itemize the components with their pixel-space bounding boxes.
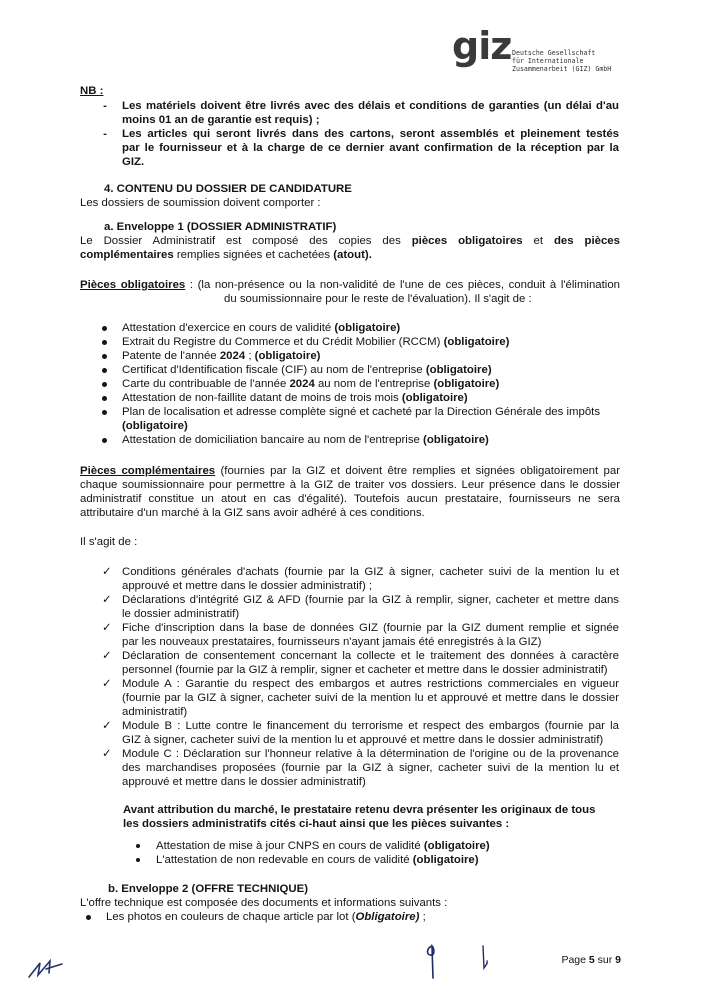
- list-item: Attestation de mise à jour CNPS en cours de validité (obligatoire): [136, 839, 616, 853]
- envelope-2-title: b. Enveloppe 2 (OFFRE TECHNIQUE): [108, 883, 308, 895]
- envelope-1-line-2: complémentaires remplies signées et cachetées (atout).: [80, 249, 372, 261]
- list-item: Certificat d'Identification fiscale (CIF) au nom de l'entreprise (obligatoire): [102, 363, 632, 377]
- envelope-2-intro: L'offre technique est composée des documents et informations suivants :: [80, 897, 448, 909]
- checkmark-icon: ✓: [102, 594, 112, 606]
- checkmark-icon: ✓: [102, 566, 112, 578]
- list-item: Plan de localisation et adresse complète signé et cacheté par la Direction Générale des impôts (obligatoire): [102, 405, 632, 433]
- list-item: ✓ Module C : Déclaration sur l'honneur relative à la détermination de l'origine ou de la provenance des marchandises proposées (fournie par la GIZ à signer, cacheter suivi de la mention lu et approuvé et mettre dans le dossier administratif): [102, 748, 619, 788]
- checkmark-icon: ✓: [102, 650, 112, 662]
- bullet-icon: [102, 368, 107, 373]
- list-item: Attestation de domiciliation bancaire au nom de l'entreprise (obligatoire): [102, 433, 632, 447]
- section-4-title: 4. CONTENU DU DOSSIER DE CANDIDATURE: [104, 183, 352, 195]
- bullet-icon: [136, 844, 140, 848]
- bullet-icon: [102, 410, 107, 415]
- list-item: L'attestation de non redevable en cours de validité (obligatoire): [136, 853, 616, 867]
- complementary-line-4: attributaire d'un marché à la GIZ sans avoir adhéré à ces conditions.: [80, 507, 425, 519]
- nb-label: NB :: [80, 85, 104, 97]
- bullet-icon: [102, 340, 107, 345]
- obligatory-intro-line-2: du soumissionnaire pour le reste de l'évaluation). Il s'agit de :: [224, 293, 532, 305]
- nb-item-1-line-2: moins 01 an de garantie est requis) ;: [122, 114, 320, 126]
- nb-item-1-line-1: Les matériels doivent être livrés avec des délais et conditions de garanties (un délai d'au: [122, 100, 619, 112]
- list-item: Attestation d'exercice en cours de validité (obligatoire): [102, 321, 632, 335]
- giz-logo: [452, 24, 612, 85]
- list-item: Attestation de non-faillite datant de moins de trois mois (obligatoire): [102, 391, 632, 405]
- list-item: ✓ Fiche d'inscription dans la base de données GIZ (fournie par la GIZ dument remplie et signée par les nouveaux prestataires, fournisseurs n'ayant jamais été enregistrés à la GIZ): [102, 622, 619, 648]
- bullet-icon: [102, 438, 107, 443]
- nb-item-2-line-3: GIZ.: [122, 156, 145, 168]
- bullet-icon: [136, 858, 140, 862]
- page-number: Page 5 sur 9: [561, 954, 621, 966]
- bullet-icon: [102, 354, 107, 359]
- checkmark-icon: ✓: [102, 720, 112, 732]
- nb-item-2-line-1: Les articles qui seront livrés dans des cartons, seront assemblés et pleinement testés: [122, 128, 619, 140]
- list-item: Carte du contribuable de l'année 2024 au nom de l'entreprise (obligatoire): [102, 377, 632, 391]
- envelope-1-title: a. Enveloppe 1 (DOSSIER ADMINISTRATIF): [104, 221, 337, 233]
- checkmark-icon: ✓: [102, 622, 112, 634]
- bullet-icon: [86, 915, 91, 920]
- before-award-list: [136, 839, 616, 867]
- list-item: ✓ Module A : Garantie du respect des embargos et autres restrictions commerciales en vigueur (fournie par la GIZ à signer, cacheter suivi de la mention lu et approuvé et mettre dans le dossier administratif): [102, 678, 619, 718]
- complementary-line-1: Pièces complémentaires (fournies par la GIZ et doivent être remplies et signées obligatoirement par: [80, 465, 620, 477]
- before-award-line-1: Avant attribution du marché, le prestataire retenu devra présenter les originaux de tous: [123, 804, 596, 816]
- complementary-list: [102, 565, 632, 789]
- envelope-1-line-1: Le Dossier Administratif est composé des copies des pièces obligatoires et des pièces: [80, 235, 620, 247]
- checkmark-icon: ✓: [102, 678, 112, 690]
- complementary-line-3: administratif constitue un atout en cas d'égalité). Toutefois aucun prestataire, fournisseurs ne sera: [80, 493, 620, 505]
- bullet-icon: [102, 326, 107, 331]
- list-item: Les photos en couleurs de chaque article par lot (Obligatoire) ;: [86, 910, 626, 924]
- list-item: ✓ Module B : Lutte contre le financement du terrorisme et respect des embargos (fournie par la GIZ à signer, cacheter suivi de la mention lu et approuvé et mettre dans le dossier administratif): [102, 720, 619, 746]
- bullet-icon: [102, 382, 107, 387]
- dash-bullet: -: [103, 100, 107, 112]
- logo-subtitle: Deutsche Gesellschaft für Internationale Zusammenarbeit (GIZ) GmbH: [512, 49, 612, 73]
- list-item: Patente de l'année 2024 ; (obligatoire): [102, 349, 632, 363]
- dash-bullet: -: [103, 128, 107, 140]
- obligatory-list: [102, 321, 632, 447]
- obligatory-intro-line-1: Pièces obligatoires : (la non-présence ou la non-validité de l'une de ces pièces, conduit à l'élimination: [80, 279, 620, 291]
- before-award-line-2: les dossiers administratifs cités ci-haut ainsi que les pièces suivantes :: [123, 818, 510, 830]
- checkmark-icon: ✓: [102, 748, 112, 760]
- list-item: Extrait du Registre du Commerce et du Crédit Mobilier (RCCM) (obligatoire): [102, 335, 632, 349]
- list-item: ✓ Déclaration de consentement concernant la collecte et le traitement des données à caractère personnel (fournie par la GIZ à remplir, signer et cacheter et mettre dans le dossier administratif): [102, 650, 619, 676]
- logo-wordmark: giz: [452, 24, 512, 68]
- nb-item-2-line-2: par le fournisseur et à la charge de ce dernier avant confirmation de la réception par la: [122, 142, 619, 154]
- list-item: ✓ Conditions générales d'achats (fournie par la GIZ à signer, cacheter suivi de la mention lu et approuvé et mettre dans le dossier administratif) ;: [102, 566, 619, 592]
- complementary-intro: Il s'agit de :: [80, 536, 138, 548]
- complementary-line-2: chaque soumissionnaire pour permettre à la GIZ de traiter vos dossiers. Leur présence dans le dossier: [80, 479, 620, 491]
- list-item: ✓ Déclarations d'intégrité GIZ & AFD (fournie par la GIZ à remplir, signer, cacheter et mettre dans le dossier administratif): [102, 594, 619, 620]
- section-4-intro: Les dossiers de soumission doivent comporter :: [80, 197, 321, 209]
- bullet-icon: [102, 396, 107, 401]
